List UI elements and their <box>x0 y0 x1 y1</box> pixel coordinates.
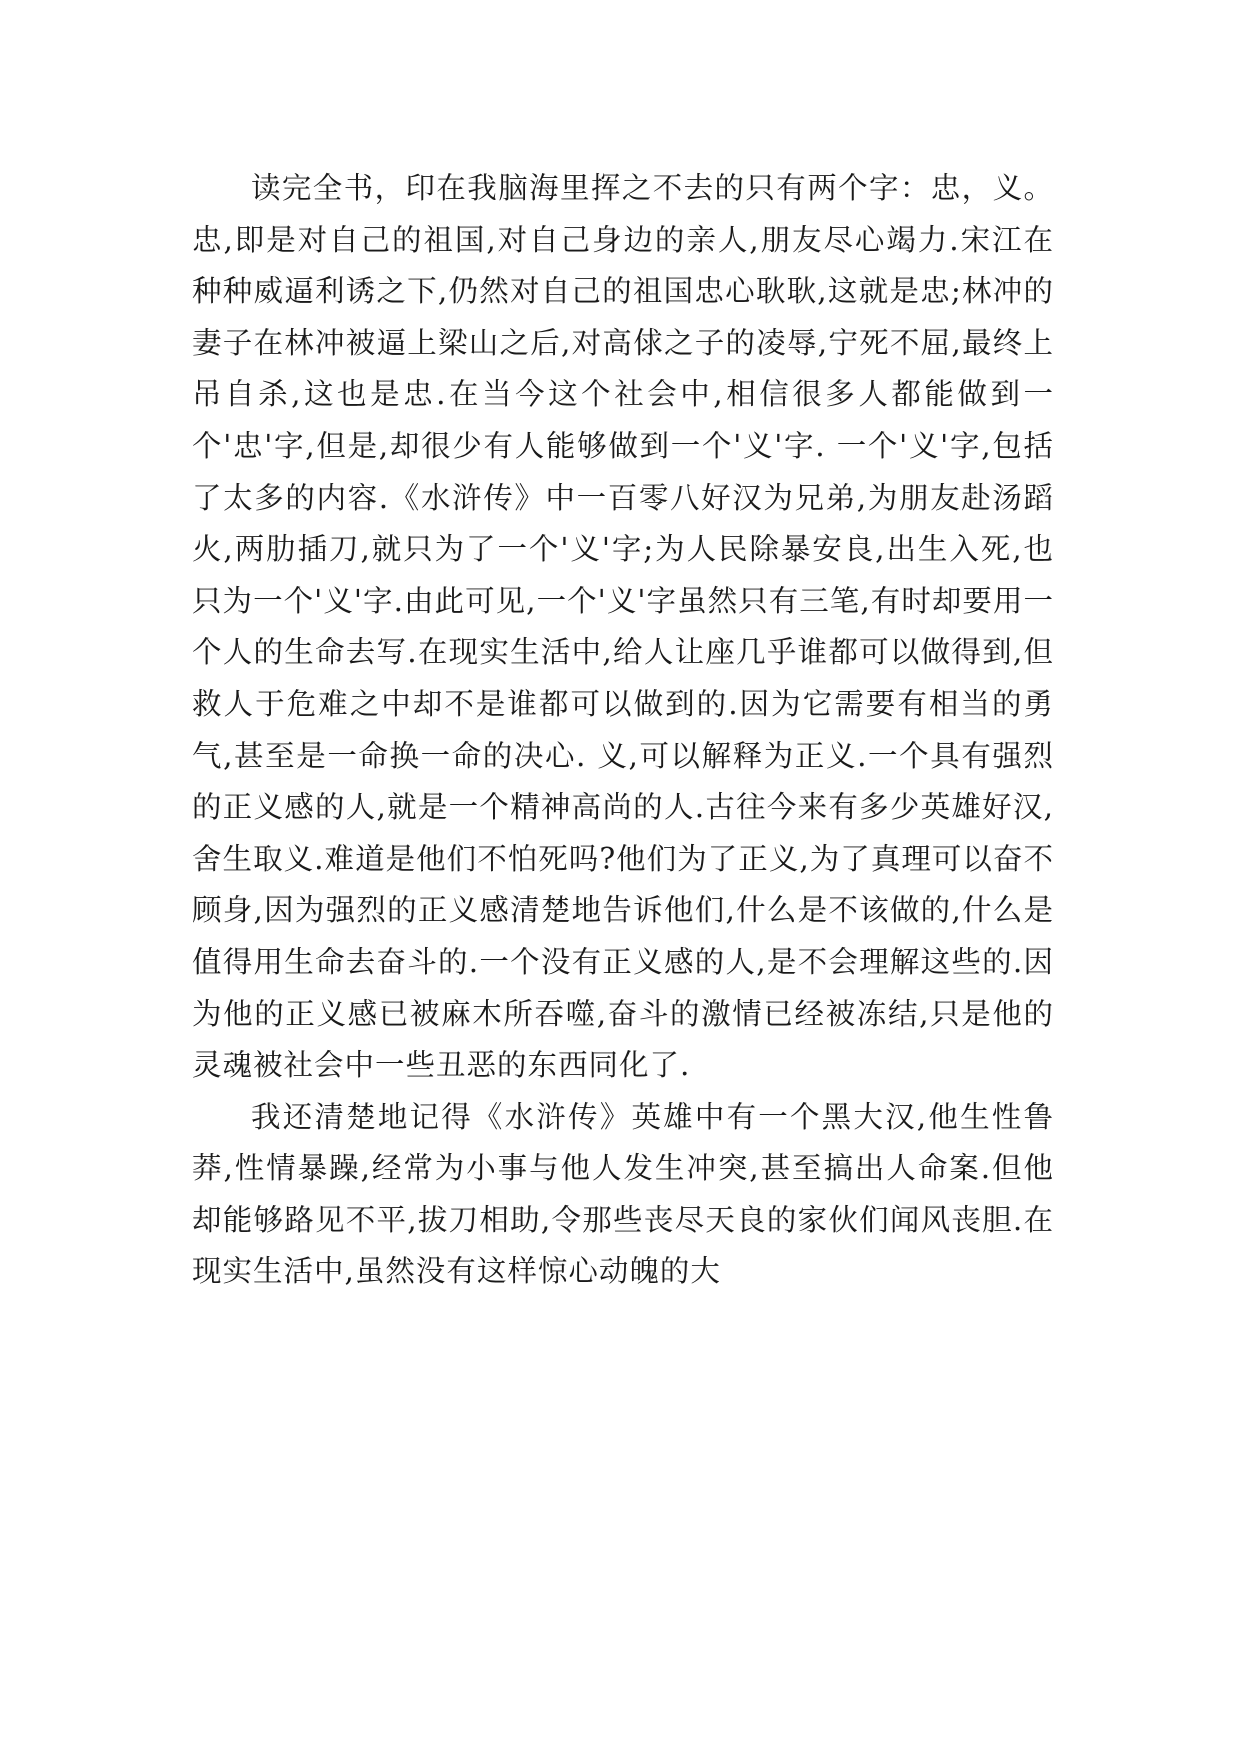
document-body <box>192 163 1054 1298</box>
paragraph-black-giant: 我还清楚地记得《水浒传》英雄中有一个黑大汉,他生性鲁莽,性情暴躁,经常为小事与他人发生冲突,甚至搞出人命案.但他却能够路见不平,拔刀相助,令那些丧尽天良的家伙们闻风丧胆.在现实生活中,虽然没有这样惊心动魄的大 <box>192 1099 1054 1289</box>
paragraph-loyalty-righteousness: 读完全书，印在我脑海里挥之不去的只有两个字：忠，义。 忠,即是对自己的祖国,对自己身边的亲人,朋友尽心竭力.宋江在种种威逼利诱之下,仍然对自己的祖国忠心耿耿,这就是忠;林冲的妻子在林冲被逼上梁山之后,对高俅之子的凌辱,宁死不屈,最终上吊自杀,这也是忠.在当今这个社会中,相信很多人都能做到一个'忠'字,但是,却很少有人能够做到一个'义'字. 一个'义'字,包括了太多的内容.《水浒传》中一百零八好汉为兄弟,为朋友赴汤蹈火,两肋插刀,就只为了一个'义'字;为人民除暴安良,出生入死,也只为一个'义'字.由此可见,一个'义'字虽然只有三笔,有时却要用一个人的生命去写.在现实生活中,给人让座几乎谁都可以做得到,但救人于危难之中却不是谁都可以做到的.因为它需要有相当的勇气,甚至是一命换一命的决心. 义,可以解释为正义.一个具有强烈的正义感的人,就是一个精神高尚的人.古往今来有多少英雄好汉,舍生取义.难道是他们不怕死吗?他们为了正义,为了真理可以奋不顾身,因为强烈的正义感清楚地告诉他们,什么是不该做的,什么是值得用生命去奋斗的.一个没有正义感的人,是不会理解这些的.因为他的正义感已被麻木所吞噬,奋斗的激情已经被冻结,只是他的灵魂被社会中一些丑恶的东西同化了. <box>192 171 1054 1083</box>
